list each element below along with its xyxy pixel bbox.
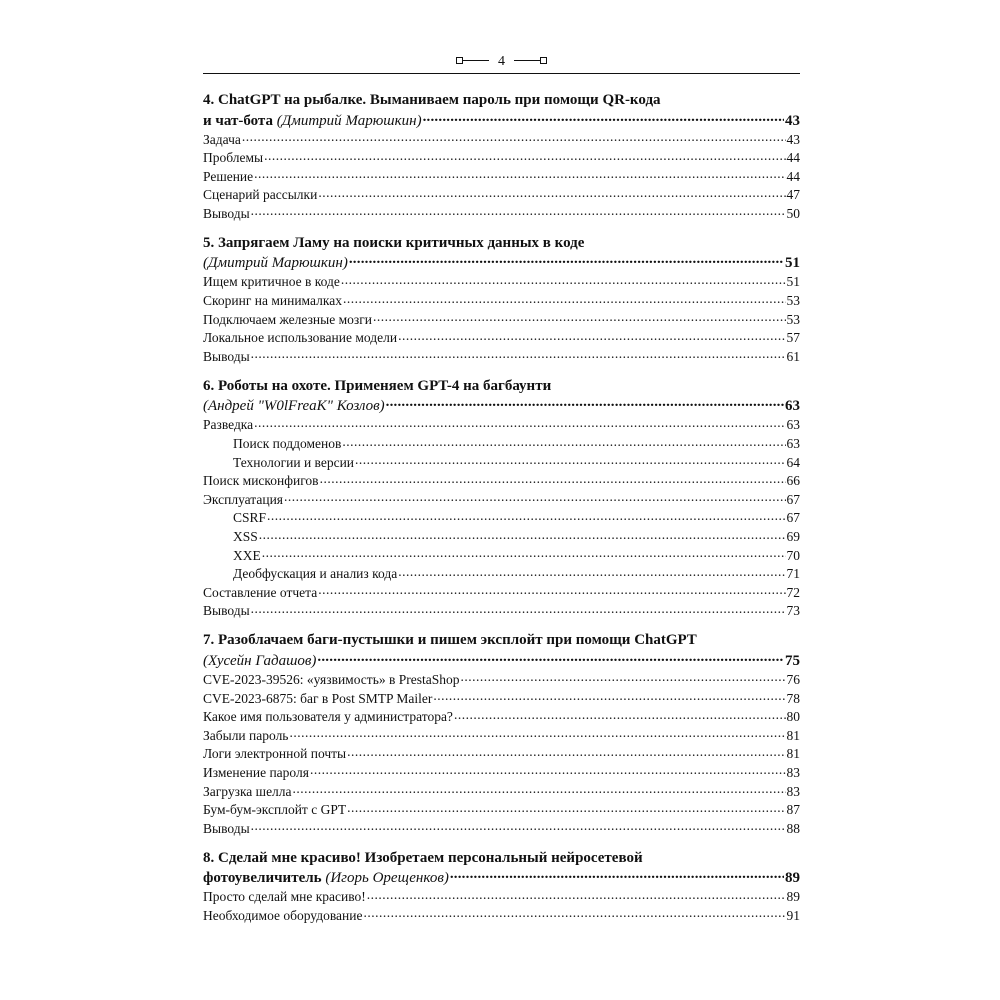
toc-entry[interactable] <box>203 801 800 820</box>
chapter-heading-row[interactable] <box>203 110 800 131</box>
entry-title: CVE-2023-6875: баг в Post SMTP Mailer <box>203 690 433 706</box>
chapter-6 <box>203 377 800 621</box>
entry-title: Деобфускация и анализ кода <box>233 566 398 582</box>
dot-leader <box>320 472 786 486</box>
chapter-heading-row[interactable] <box>203 650 800 671</box>
dot-leader <box>259 528 786 542</box>
dot-leader <box>460 670 785 684</box>
entry-page: 67 <box>786 510 800 526</box>
dot-leader <box>343 292 786 306</box>
entry-page: 63 <box>786 417 800 433</box>
toc-entry[interactable] <box>203 583 800 602</box>
dot-leader <box>251 602 786 616</box>
toc-subentry[interactable] <box>203 565 800 584</box>
entry-page: 57 <box>786 330 800 346</box>
dot-leader <box>317 650 784 665</box>
entry-title: Забыли пароль <box>203 727 289 743</box>
toc-entry[interactable] <box>203 472 800 491</box>
chapter-author: (Дмитрий Марюшкин) <box>276 112 422 129</box>
ornament-left-icon <box>456 57 489 64</box>
entry-title: Подключаем железные мозги <box>203 311 372 327</box>
toc-subentry[interactable] <box>203 546 800 565</box>
page-number-line <box>203 54 800 70</box>
toc-entry[interactable] <box>203 689 800 708</box>
entry-title: Разведка <box>203 417 254 433</box>
dot-leader <box>433 689 785 703</box>
chapter-heading-row[interactable] <box>203 252 800 273</box>
dot-leader <box>251 347 786 361</box>
entry-title: Поиск мисконфигов <box>203 473 319 489</box>
entry-page: 83 <box>786 764 800 780</box>
entry-title: Выводы <box>203 348 250 364</box>
entry-title: XXE <box>233 547 261 563</box>
ornament-right-icon <box>514 57 547 64</box>
dot-leader <box>349 252 784 267</box>
entry-title: Решение <box>203 168 254 184</box>
entry-title: Сценарий рассылки <box>203 187 318 203</box>
chapter-title: 8. Сделай мне красиво! Изобретаем персональный нейросетевой <box>203 849 643 866</box>
entry-page: 44 <box>786 150 800 166</box>
dot-leader <box>310 763 786 777</box>
entry-page: 67 <box>786 491 800 507</box>
page-header <box>203 52 800 74</box>
chapter-author: (Хусейн Гадашов) <box>203 652 317 669</box>
entry-page: 64 <box>786 454 800 470</box>
chapter-5 <box>203 234 800 366</box>
toc-entry[interactable] <box>203 416 800 435</box>
dot-leader <box>289 726 785 740</box>
toc-entry[interactable] <box>203 347 800 366</box>
entry-title: CVE-2023-39526: «уязвимость» в PrestaShop <box>203 671 460 687</box>
entry-page: 71 <box>786 566 800 582</box>
entry-page: 73 <box>786 603 800 619</box>
entry-title: Выводы <box>203 603 250 619</box>
dot-leader <box>347 745 785 759</box>
dot-leader <box>398 329 785 343</box>
entry-page: 80 <box>786 709 800 725</box>
entry-page: 70 <box>786 547 800 563</box>
entry-title: Какое имя пользователя у администратора? <box>203 709 453 725</box>
chapter-author: (Дмитрий Марюшкин) <box>203 255 348 272</box>
entry-page: 66 <box>786 473 800 489</box>
entry-title: Технологии и версии <box>233 454 355 470</box>
entry-title: Локальное использование модели <box>203 330 398 346</box>
dot-leader <box>242 130 786 144</box>
toc-entry[interactable] <box>203 130 800 149</box>
dot-leader <box>318 583 785 597</box>
dot-leader <box>367 888 786 902</box>
chapter-title: 5. Запрягаем Ламу на поиски критичных данных в коде <box>203 234 585 251</box>
entry-title: Логи электронной почты <box>203 746 347 762</box>
dot-leader <box>264 149 785 163</box>
chapter-title: 6. Роботы на охоте. Применяем GPT-4 на багбаунти <box>203 377 552 394</box>
chapter-title-continued: и чат-бота (Дмитрий Марюшкин) <box>203 112 422 129</box>
entry-title: Составление отчета <box>203 584 318 600</box>
dot-leader <box>342 435 785 449</box>
chapter-page: 63 <box>785 398 800 415</box>
entry-page: 61 <box>786 348 800 364</box>
dot-leader <box>254 167 785 181</box>
chapter-title: 4. ChatGPT на рыбалке. Выманиваем пароль при помощи QR-кода <box>203 92 661 108</box>
entry-page: 63 <box>786 436 800 452</box>
chapter-heading-row[interactable] <box>203 867 800 888</box>
entry-title: Ищем критичное в коде <box>203 274 340 290</box>
entry-page: 50 <box>786 205 800 221</box>
dot-leader <box>454 708 786 722</box>
toc-entry[interactable] <box>203 782 800 801</box>
dot-leader <box>347 801 785 815</box>
toc-entry[interactable] <box>203 819 800 838</box>
toc-entry[interactable] <box>203 149 800 168</box>
dot-leader <box>254 416 785 430</box>
chapter-title-continued <box>203 652 316 671</box>
chapter-7 <box>203 631 800 837</box>
entry-title: Изменение пароля <box>203 764 309 780</box>
chapter-title: 7. Разоблачаем баги-пустышки и пишем эксплойт при помощи ChatGPT <box>203 632 697 649</box>
chapter-author: (Игорь Орещенков) <box>325 870 449 887</box>
entry-title: XSS <box>233 529 258 544</box>
toc-entry[interactable] <box>203 204 800 223</box>
toc-entry[interactable] <box>203 906 800 925</box>
toc-entry[interactable] <box>203 490 800 509</box>
entry-page: 51 <box>786 274 800 290</box>
entry-title: Просто сделай мне красиво! <box>203 889 366 905</box>
entry-title: Бум-бум-эксплойт с GPT <box>203 802 347 818</box>
entry-title: Выводы <box>203 205 250 221</box>
entry-title: Необходимое оборудование <box>203 907 363 923</box>
dot-leader <box>398 565 785 579</box>
toc-entry[interactable] <box>203 167 800 186</box>
toc-subentry[interactable] <box>203 509 800 528</box>
entry-title: Поиск поддоменов <box>233 436 342 452</box>
toc-subentry[interactable] <box>203 435 800 454</box>
toc-entry[interactable] <box>203 726 800 745</box>
entry-page: 72 <box>786 584 800 600</box>
toc-subentry[interactable] <box>203 453 800 472</box>
toc-entry[interactable] <box>203 329 800 348</box>
entry-title: CSRF <box>233 510 267 526</box>
entry-page: 43 <box>786 131 800 147</box>
dot-leader <box>318 186 785 200</box>
entry-page: 87 <box>786 802 800 818</box>
entry-page: 81 <box>786 727 800 743</box>
entry-title: Выводы <box>203 820 250 836</box>
entry-page: 47 <box>786 187 800 203</box>
entry-title: Задача <box>203 131 241 147</box>
chapter-heading-row[interactable] <box>203 395 800 416</box>
chapter-8 <box>203 849 800 925</box>
dot-leader <box>373 310 786 324</box>
toc-entry[interactable] <box>203 310 800 329</box>
dot-leader <box>386 395 784 410</box>
dot-leader <box>251 819 786 833</box>
entry-page: 76 <box>786 671 800 687</box>
entry-page: 53 <box>786 311 800 327</box>
page-number: 4 <box>498 54 505 69</box>
entry-page: 81 <box>786 746 800 762</box>
toc-entry[interactable] <box>203 708 800 727</box>
entry-page: 53 <box>786 293 800 309</box>
dot-leader <box>423 110 784 125</box>
toc-entry[interactable] <box>203 186 800 205</box>
chapter-author: (Андрей "W0lFreaK" Козлов) <box>203 398 385 415</box>
entry-title: Проблемы <box>203 150 264 166</box>
toc-entry[interactable] <box>203 745 800 764</box>
entry-page: 83 <box>786 783 800 799</box>
table-of-contents <box>203 91 800 936</box>
entry-page: 91 <box>786 907 800 923</box>
dot-leader <box>363 906 785 920</box>
toc-entry[interactable] <box>203 670 800 689</box>
entry-title: Скоринг на минималках <box>203 293 342 309</box>
chapter-title-continued <box>203 397 385 416</box>
toc-entry[interactable] <box>203 602 800 621</box>
entry-page: 78 <box>786 690 800 706</box>
toc-entry[interactable] <box>203 292 800 311</box>
chapter-page: 75 <box>785 652 800 669</box>
dot-leader <box>450 867 784 882</box>
header-rule <box>203 73 800 74</box>
entry-page: 89 <box>786 889 800 905</box>
toc-entry[interactable] <box>203 763 800 782</box>
dot-leader <box>284 490 785 504</box>
chapter-title-continued: фотоувеличитель (Игорь Орещенков) <box>203 870 449 887</box>
dot-leader <box>293 782 786 796</box>
dot-leader <box>267 509 785 523</box>
dot-leader <box>341 273 786 287</box>
toc-entry[interactable] <box>203 273 800 292</box>
chapter-page: 51 <box>785 255 800 272</box>
entry-page: 88 <box>786 820 800 836</box>
toc-entry[interactable] <box>203 888 800 907</box>
chapter-page: 89 <box>785 870 800 887</box>
dot-leader <box>355 453 785 467</box>
entry-title: Загрузка шелла <box>203 783 292 799</box>
dot-leader <box>262 546 786 560</box>
entry-page: 44 <box>786 168 800 184</box>
chapter-title-continued <box>203 254 348 273</box>
dot-leader <box>251 204 786 218</box>
toc-subentry[interactable] <box>203 528 800 547</box>
entry-title: Эксплуатация <box>203 491 284 507</box>
entry-page: 69 <box>786 529 800 544</box>
chapter-page: 43 <box>785 112 800 129</box>
chapter-4 <box>203 91 800 223</box>
